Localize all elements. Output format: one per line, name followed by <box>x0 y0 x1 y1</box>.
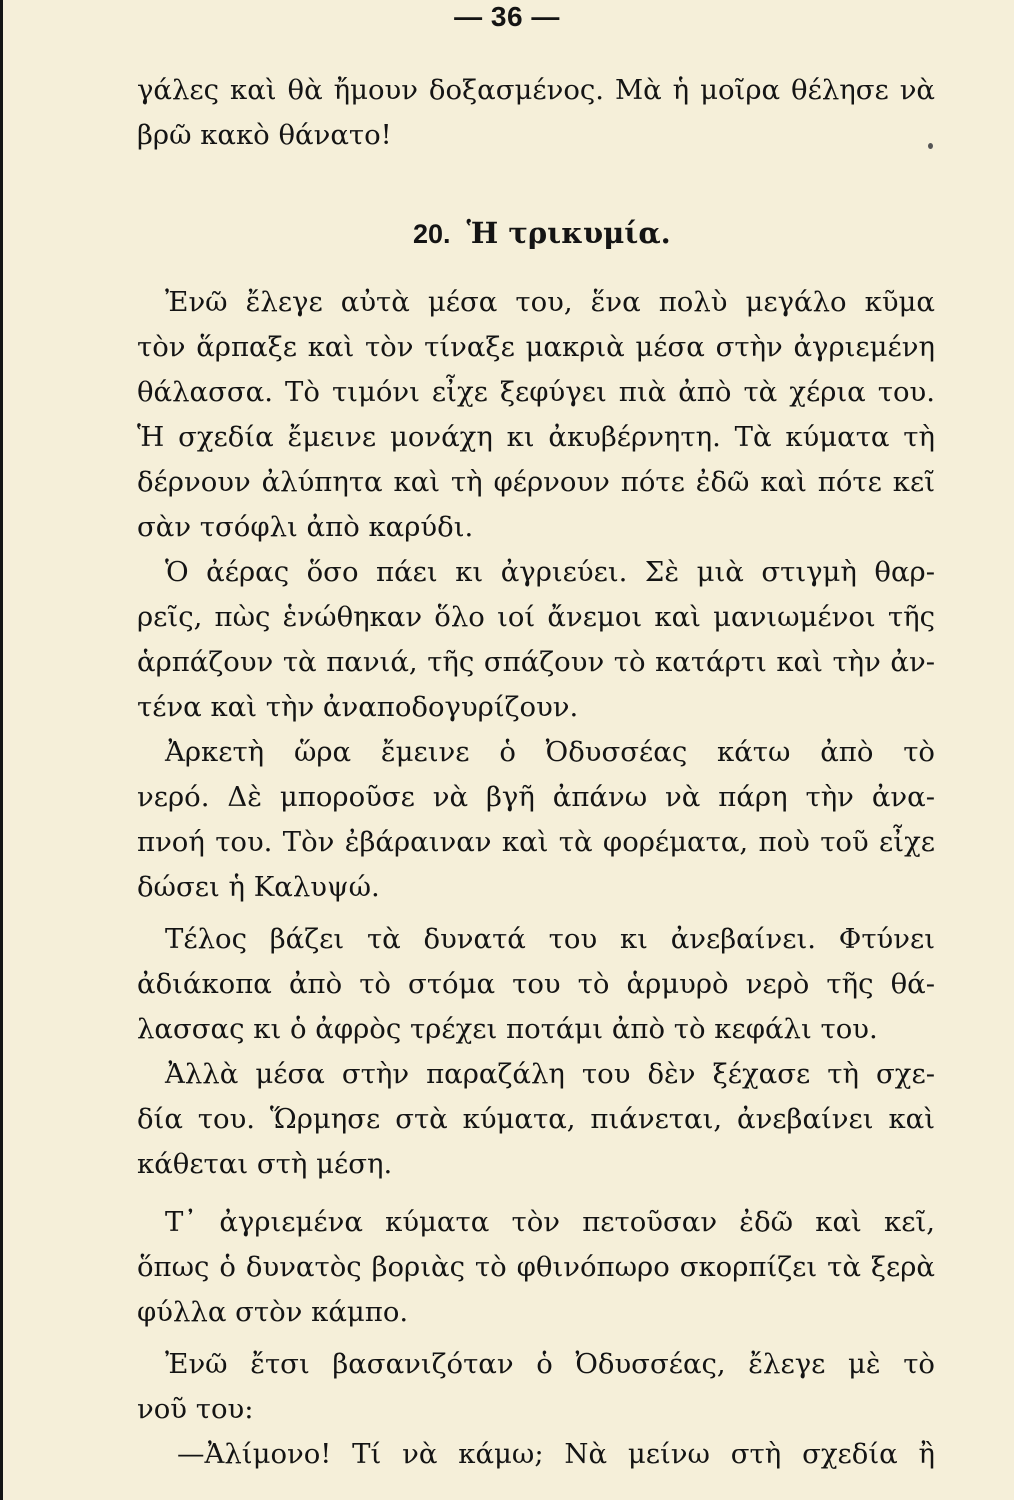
text-line: κάθεται στὴ μέση. <box>137 1148 393 1180</box>
page-number: — 36 — <box>454 1 560 32</box>
text-line: τένα καὶ τὴν ἀναποδογυρίζουν. <box>137 691 579 723</box>
text-line: ἀδιάκοπα ἀπὸ τὸ στόμα του τὸ ἁρμυρὸ νερὸ τῆς θά- <box>137 968 935 1000</box>
text-line: δώσει ἡ Καλυψώ. <box>137 871 380 903</box>
paragraph-first-line: Ὁ ἀέρας ὅσο πάει κι ἀγριεύει. Σὲ μιὰ στιγμὴ θαρ- <box>165 556 935 588</box>
text-line: δία του. Ὥρμησε στὰ κύματα, πιάνεται, ἀνεβαίνει καὶ <box>137 1103 935 1135</box>
section-title: Ἡ τρικυμία. <box>466 216 671 250</box>
text-line: σὰν τσόφλι ἀπὸ καρύδι. <box>137 511 474 543</box>
text-line: ἁρπάζουν τὰ πανιά, τῆς σπάζουν τὸ κατάρτι καὶ τὴν ἀν- <box>137 646 935 678</box>
text-line: γάλες καὶ θὰ ἤμουν δοξασμένος. Μὰ ἡ μοῖρα θέλησε νὰ <box>137 74 935 106</box>
paragraph-first-line: Τ᾽ ἀγριεμένα κύματα τὸν πετοῦσαν ἐδῶ καὶ κεῖ, <box>165 1206 935 1238</box>
text-line: βρῶ κακὸ θάνατο! <box>137 119 392 151</box>
section-number: 20. <box>413 219 451 249</box>
text-line: λασσας κι ὁ ἀφρὸς τρέχει ποτάμι ἀπὸ τὸ κεφάλι του. <box>137 1013 878 1045</box>
text-line: ρεῖς, πὼς ἑνώθηκαν ὅλο ιοί ἄνεμοι καὶ μανιωμένοι τῆς <box>137 601 935 633</box>
page-edge-shadow <box>0 0 3 1500</box>
text-line: νοῦ του: <box>137 1393 254 1425</box>
text-line: τὸν ἅρπαξε καὶ τὸν τίναξε μακριὰ μέσα στὴν ἀγριεμένη <box>137 331 935 363</box>
section-heading <box>137 203 935 263</box>
dialogue-line: —Ἀλίμονο! Τί νὰ κάμω; Νὰ μείνω στὴ σχεδία ἢ <box>177 1438 935 1470</box>
text-line: φύλλα στὸν κάμπο. <box>137 1296 409 1328</box>
text-line: Ἡ σχεδία ἔμεινε μονάχη κι ἀκυβέρνητη. Τὰ κύματα τὴ <box>137 421 935 453</box>
paragraph-first-line: Ἐνῶ ἔλεγε αὐτὰ μέσα του, ἕνα πολὺ μεγάλο κῦμα <box>165 286 935 318</box>
text-line: πνοή του. Τὸν ἐβάραιναν καὶ τὰ φορέματα, ποὺ τοῦ εἶχε <box>137 826 935 858</box>
text-line: δέρνουν ἀλύπητα καὶ τὴ φέρνουν πότε ἐδῶ καὶ πότε κεῖ <box>137 466 935 498</box>
text-line: θάλασσα. Τὸ τιμόνι εἶχε ξεφύγει πιὰ ἀπὸ τὰ χέρια του. <box>137 376 935 408</box>
text-line: νερό. Δὲ μποροῦσε νὰ βγῆ ἀπάνω νὰ πάρη τὴν ἀνα- <box>137 781 935 813</box>
paragraph-first-line: Τέλος βάζει τὰ δυνατά του κι ἀνεβαίνει. Φτύνει <box>165 923 935 955</box>
paragraph-first-line: Ἐνῶ ἔτσι βασανιζόταν ὁ Ὀδυσσέας, ἔλεγε μὲ τὸ <box>165 1348 935 1380</box>
paragraph-first-line: Ἀλλὰ μέσα στὴν παραζάλη του δὲν ξέχασε τὴ σχε- <box>165 1058 935 1090</box>
page-body <box>137 68 935 1477</box>
paragraph-first-line: Ἀρκετὴ ὥρα ἔμεινε ὁ Ὀδυσσέας κάτω ἀπὸ τὸ <box>165 736 935 768</box>
text-line: ὅπως ὁ δυνατὸς βοριὰς τὸ φθινόπωρο σκορπίζει τὰ ξερὰ <box>137 1251 935 1283</box>
